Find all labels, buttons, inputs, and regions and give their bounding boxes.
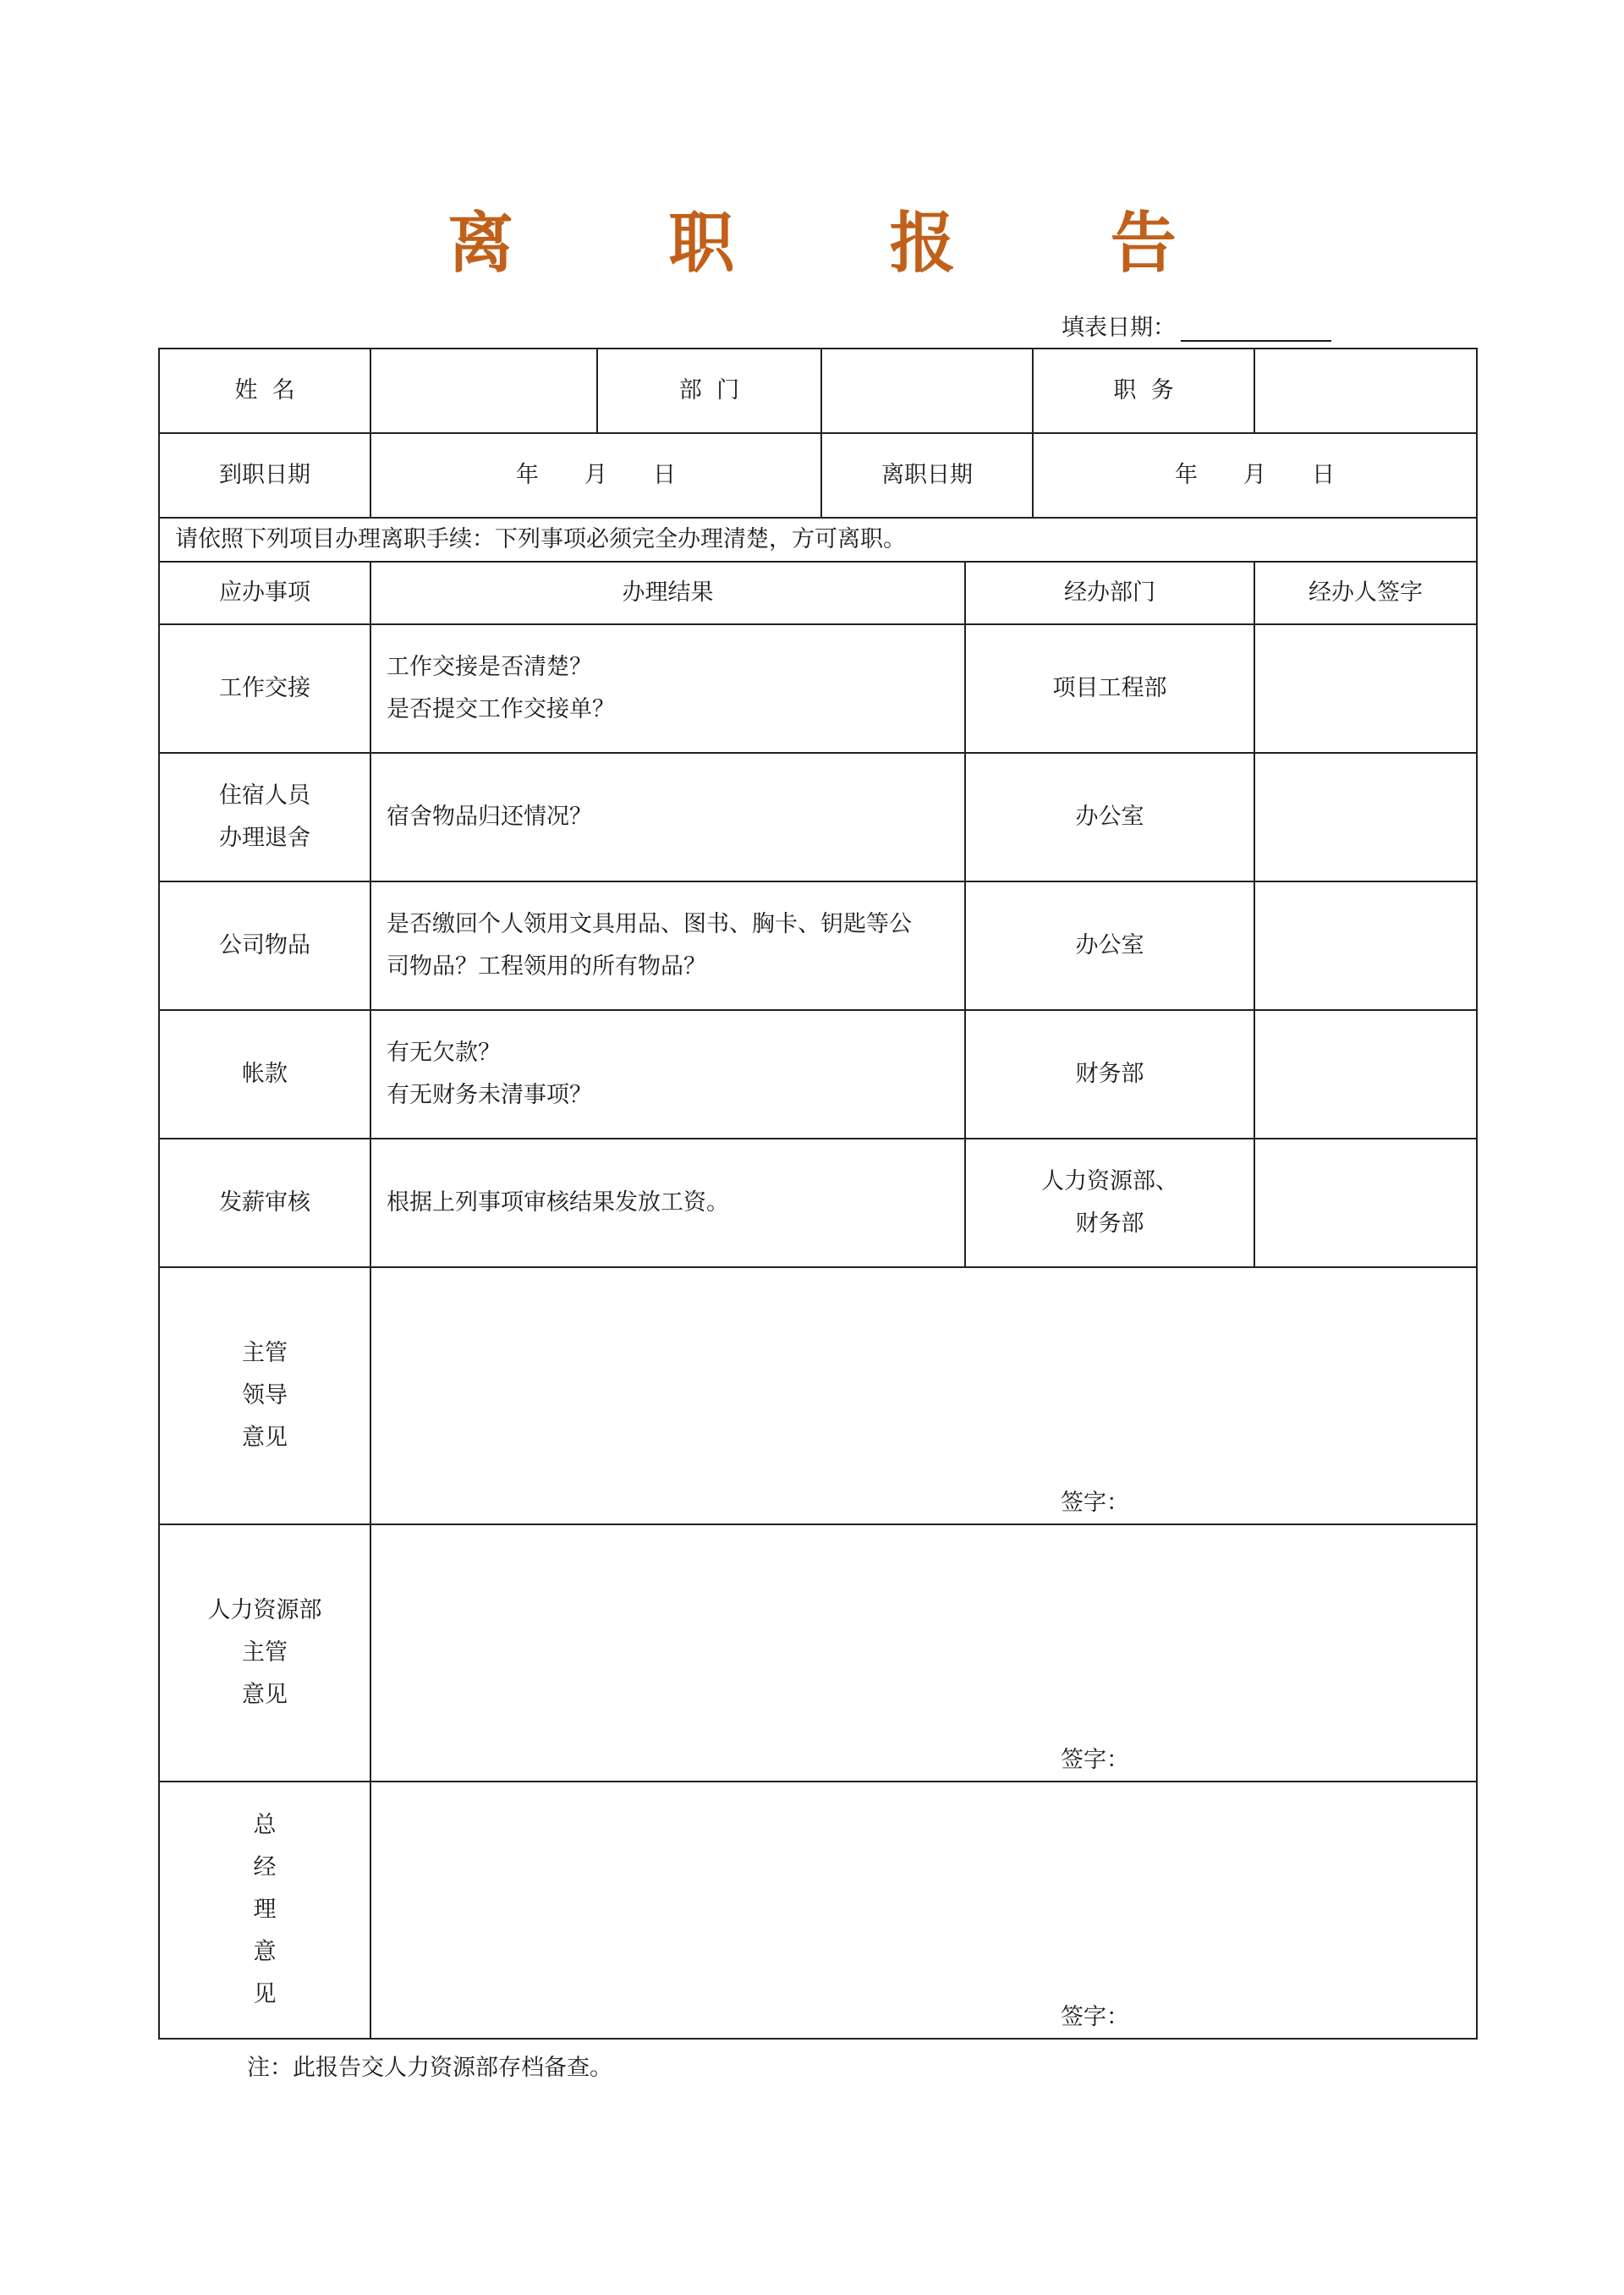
item-name: 工作交接	[159, 624, 370, 753]
item-signature[interactable]	[1254, 881, 1477, 1010]
notice-row	[159, 518, 1477, 562]
item-row	[159, 1010, 1477, 1139]
item-signature[interactable]	[1254, 1010, 1477, 1139]
opinion-label: 人力资源部 主管 意见	[159, 1524, 370, 1782]
item-row	[159, 1139, 1477, 1267]
item-signature[interactable]	[1254, 1139, 1477, 1267]
opinion-row	[159, 1267, 1477, 1524]
item-dept: 项目工程部	[965, 624, 1254, 753]
fill-date-label: 填表日期：	[1062, 315, 1176, 341]
item-signature[interactable]	[1254, 624, 1477, 753]
dept-label: 部 门	[597, 349, 821, 433]
footnote: 注：此报告交人力资源部存档备查。	[247, 2055, 612, 2081]
dept-field[interactable]	[821, 349, 1033, 433]
opinion-field[interactable]	[370, 1524, 1477, 1782]
info-row-2	[159, 433, 1477, 518]
opinion-label: 主管 领导 意见	[159, 1267, 370, 1524]
name-field[interactable]	[370, 349, 597, 433]
col-item: 应办事项	[159, 562, 370, 624]
item-name: 公司物品	[159, 881, 370, 1010]
position-label: 职 务	[1033, 349, 1254, 433]
col-signature: 经办人签字	[1254, 562, 1477, 624]
fill-date	[1062, 309, 1331, 342]
item-dept: 办公室	[965, 881, 1254, 1010]
col-dept: 经办部门	[965, 562, 1254, 624]
opinion-label: 总 经 理 意 见	[159, 1782, 370, 2039]
column-header-row	[159, 562, 1477, 624]
leave-date-field[interactable]: 年 月 日	[1033, 433, 1477, 518]
sign-label: 签字：	[1061, 1747, 1129, 1773]
info-row-1	[159, 349, 1477, 433]
join-date-label: 到职日期	[159, 433, 370, 518]
opinion-row	[159, 1524, 1477, 1782]
sign-label: 签字：	[1061, 1490, 1129, 1516]
item-name: 帐款	[159, 1010, 370, 1139]
item-name: 发薪审核	[159, 1139, 370, 1267]
join-date-field[interactable]: 年 月 日	[370, 433, 821, 518]
item-signature[interactable]	[1254, 753, 1477, 881]
item-result: 根据上列事项审核结果发放工资。	[370, 1139, 965, 1267]
opinion-field[interactable]	[370, 1782, 1477, 2039]
name-label: 姓 名	[159, 349, 370, 433]
item-result: 工作交接是否清楚？ 是否提交工作交接单？	[370, 624, 965, 753]
item-row	[159, 753, 1477, 881]
item-row	[159, 881, 1477, 1010]
fill-date-blank[interactable]	[1181, 318, 1331, 342]
item-dept: 办公室	[965, 753, 1254, 881]
item-result: 宿舍物品归还情况？	[370, 753, 965, 881]
item-row	[159, 624, 1477, 753]
item-result: 有无欠款？ 有无财务未清事项？	[370, 1010, 965, 1139]
page-title: 离 职 报 告	[447, 205, 1243, 282]
position-field[interactable]	[1254, 349, 1477, 433]
opinion-row	[159, 1782, 1477, 2039]
opinion-field[interactable]	[370, 1267, 1477, 1524]
item-result: 是否缴回个人领用文具用品、图书、胸卡、钥匙等公 司物品？工程领用的所有物品？	[370, 881, 965, 1010]
leave-date-label: 离职日期	[821, 433, 1033, 518]
item-name: 住宿人员 办理退舍	[159, 753, 370, 881]
col-result: 办理结果	[370, 562, 965, 624]
item-dept: 财务部	[965, 1010, 1254, 1139]
resignation-form	[158, 348, 1478, 2040]
item-dept: 人力资源部、 财务部	[965, 1139, 1254, 1267]
notice-text: 请依照下列项目办理离职手续：下列事项必须完全办理清楚，方可离职。	[159, 518, 1477, 562]
sign-label: 签字：	[1061, 2004, 1129, 2030]
